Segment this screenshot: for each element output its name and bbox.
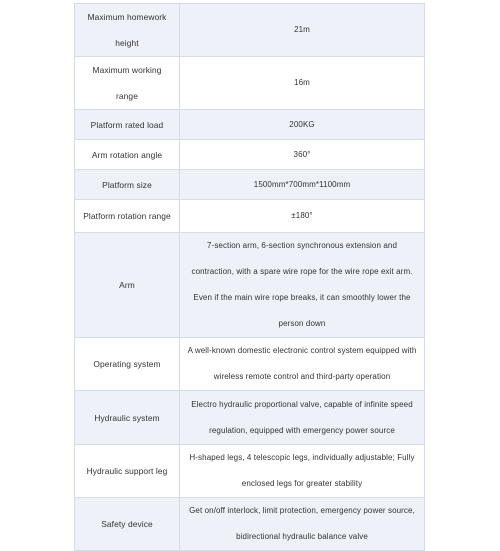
spec-row-rotation-angle xyxy=(75,140,425,170)
spec-label: Safety device xyxy=(75,498,180,551)
spec-label: Arm rotation angle xyxy=(75,140,180,170)
spec-value: A well-known domestic electronic control system equipped with wireless remote control and third-party operation xyxy=(180,338,425,391)
spec-value: 7-section arm, 6-section synchronous extension and contraction, with a spare wire rope for the wire rope exit arm. Even if the main wire rope breaks, it can smoothly lower the person down xyxy=(180,233,425,338)
spec-row-rated-load xyxy=(75,110,425,140)
spec-row-platform-size xyxy=(75,170,425,200)
spec-label: Maximum working range xyxy=(75,57,180,110)
spec-row-hydraulic-support-leg xyxy=(75,445,425,498)
spec-row-platform-rotation xyxy=(75,200,425,233)
spec-value: 1500mm*700mm*1100mm xyxy=(180,170,425,200)
spec-label: Platform rotation range xyxy=(75,200,180,233)
spec-row-safety-device xyxy=(75,498,425,551)
spec-label: Platform rated load xyxy=(75,110,180,140)
spec-value: Get on/off interlock, limit protection, emergency power source, bidirectional hydraulic balance valve xyxy=(180,498,425,551)
spec-label: Platform size xyxy=(75,170,180,200)
spec-row-max-height xyxy=(75,4,425,57)
spec-label: Hydraulic support leg xyxy=(75,445,180,498)
spec-value: H-shaped legs, 4 telescopic legs, individually adjustable; Fully enclosed legs for greater stability xyxy=(180,445,425,498)
spec-row-operating-system xyxy=(75,338,425,391)
spec-value: 16m xyxy=(180,57,425,110)
spec-label: Operating system xyxy=(75,338,180,391)
spec-label: Maximum homework height xyxy=(75,4,180,57)
spec-value: 200KG xyxy=(180,110,425,140)
spec-row-arm xyxy=(75,233,425,338)
spec-value: 21m xyxy=(180,4,425,57)
specification-table xyxy=(74,3,425,551)
spec-value: ±180° xyxy=(180,200,425,233)
spec-value: 360° xyxy=(180,140,425,170)
spec-row-hydraulic-system xyxy=(75,391,425,445)
spec-label: Arm xyxy=(75,233,180,338)
spec-value: Electro hydraulic proportional valve, capable of infinite speed regulation, equipped with emergency power source xyxy=(180,391,425,445)
spec-label: Hydraulic system xyxy=(75,391,180,445)
spec-row-max-range xyxy=(75,57,425,110)
